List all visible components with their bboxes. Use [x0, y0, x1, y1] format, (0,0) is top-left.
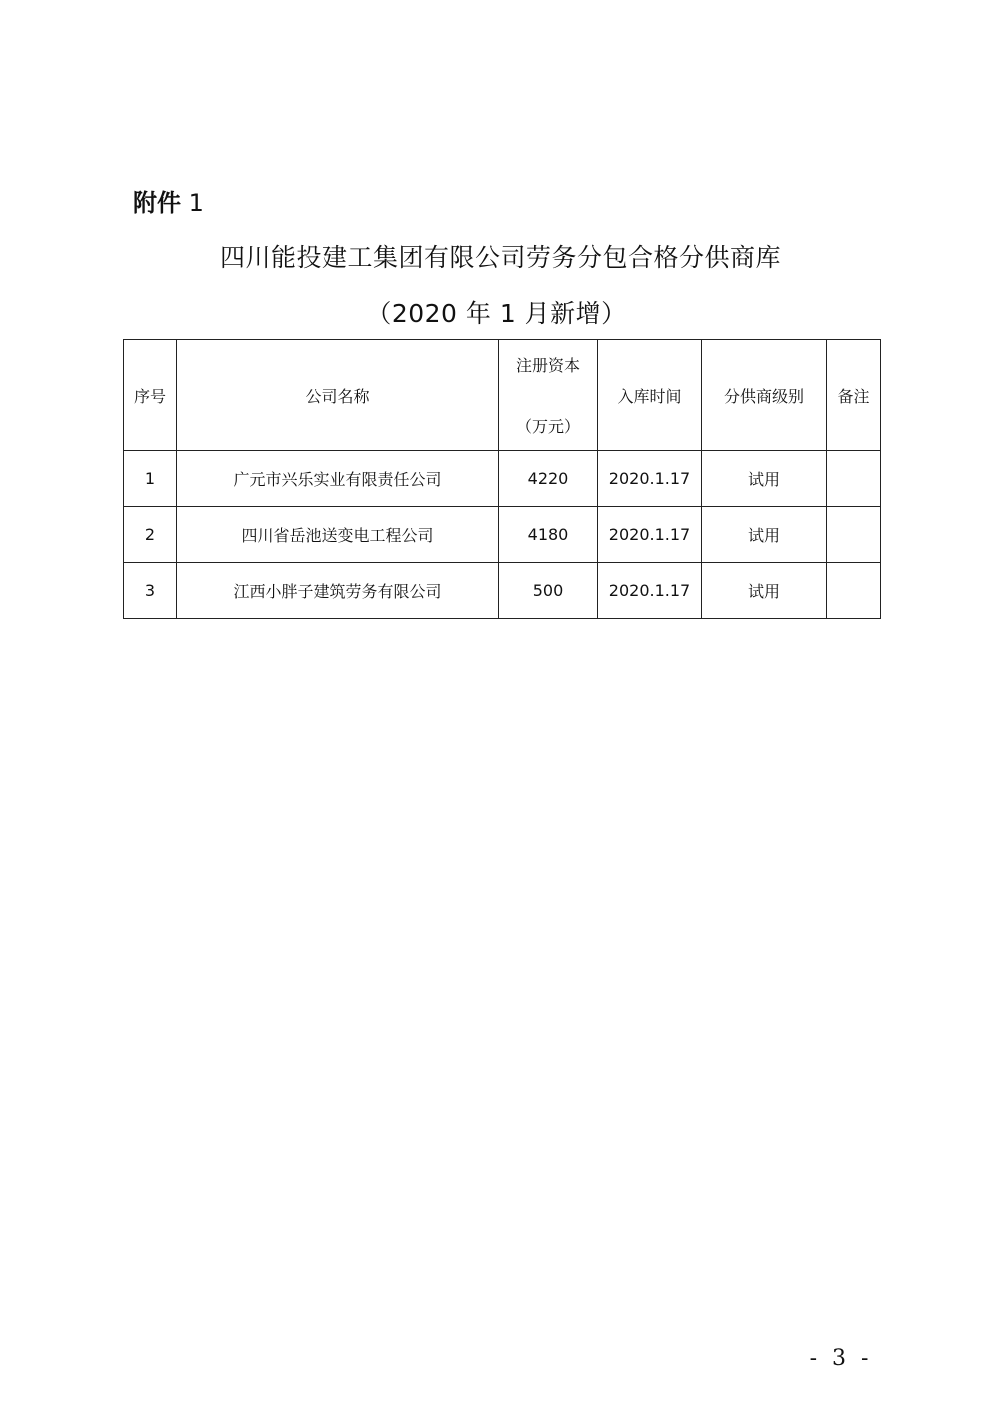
attachment-label [133, 186, 204, 220]
cell-index: 1 [124, 451, 177, 507]
cell-date: 2020.1.17 [598, 451, 702, 507]
header-index: 序号 [124, 340, 177, 451]
cell-company: 四川省岳池送变电工程公司 [177, 507, 499, 563]
header-company: 公司名称 [177, 340, 499, 451]
cell-capital: 500 [499, 563, 598, 619]
table-row [124, 507, 881, 563]
header-capital-line1: 注册资本 [515, 356, 580, 375]
document-subtitle: （2020 年 1 月新增） [366, 299, 627, 328]
cell-company: 江西小胖子建筑劳务有限公司 [177, 563, 499, 619]
table-row [124, 451, 881, 507]
header-capital [499, 340, 598, 451]
cell-capital: 4180 [499, 507, 598, 563]
header-date: 入库时间 [598, 340, 702, 451]
header-level: 分供商级别 [702, 340, 827, 451]
document-title: 四川能投建工集团有限公司劳务分包合格分供商库 [219, 243, 781, 272]
page-number: - 3 - [809, 1346, 873, 1371]
supplier-table [123, 339, 881, 619]
cell-level: 试用 [702, 451, 827, 507]
cell-level: 试用 [702, 563, 827, 619]
cell-index: 2 [124, 507, 177, 563]
cell-index: 3 [124, 563, 177, 619]
cell-date: 2020.1.17 [598, 563, 702, 619]
cell-level: 试用 [702, 507, 827, 563]
attachment-number: 1 [181, 189, 204, 217]
cell-date: 2020.1.17 [598, 507, 702, 563]
table-header-row [124, 340, 881, 451]
cell-remark [827, 507, 881, 563]
cell-company: 广元市兴乐实业有限责任公司 [177, 451, 499, 507]
header-capital-line2: （万元） [515, 417, 580, 436]
header-remark: 备注 [827, 340, 881, 451]
cell-remark [827, 563, 881, 619]
cell-capital: 4220 [499, 451, 598, 507]
cell-remark [827, 451, 881, 507]
attachment-label-text: 附件 [133, 189, 181, 217]
table-row [124, 563, 881, 619]
